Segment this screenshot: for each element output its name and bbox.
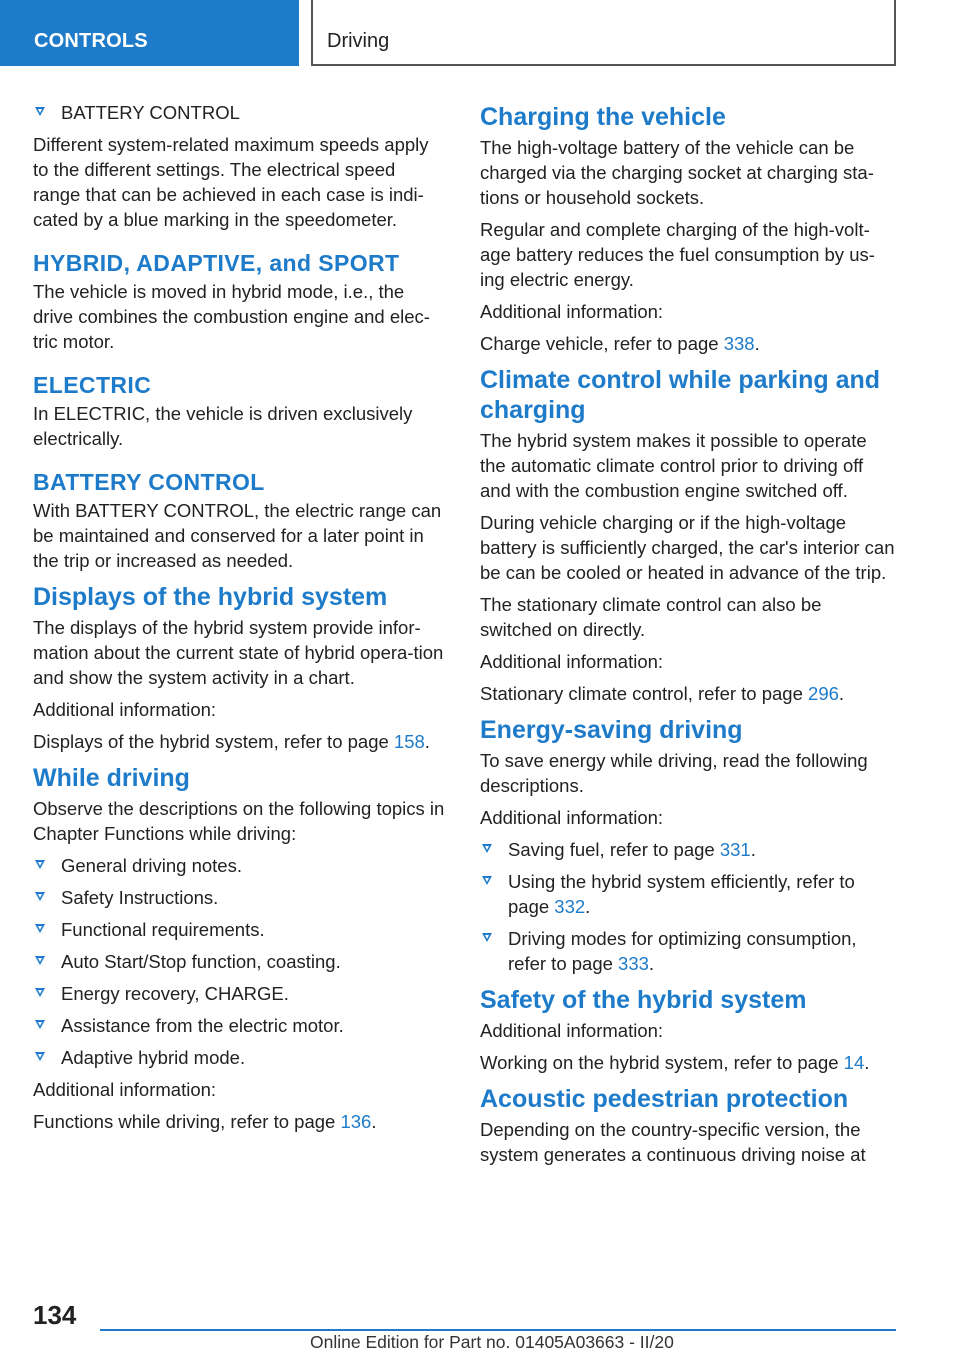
triangle-bullet-icon bbox=[35, 892, 45, 901]
energy-saving-paragraph: To save energy while driving, read the following descriptions. bbox=[480, 750, 868, 796]
charging-reference: Charge vehicle, refer to page 338. bbox=[480, 333, 760, 354]
safety-reference: Working on the hybrid system, refer to page 14. bbox=[480, 1052, 870, 1073]
page-link[interactable]: 338 bbox=[723, 333, 755, 354]
hybrid-paragraph: The vehicle is moved in hybrid mode, i.e., the drive combines the combustion engine and elec-tric motor. bbox=[33, 281, 430, 352]
intro-list bbox=[33, 100, 445, 125]
climate-paragraph-3: The stationary climate control can also be switched on directly. bbox=[480, 594, 822, 640]
while-driving-list bbox=[33, 853, 445, 1070]
section-header bbox=[311, 0, 896, 66]
list-item: Safety Instructions. bbox=[33, 885, 445, 910]
while-driving-reference: Functions while driving, refer to page 136. bbox=[33, 1111, 377, 1132]
climate-paragraph-2: During vehicle charging or if the high-voltage battery is sufficiently charged, the car's interior can be can be cooled or heated in advance of the trip. bbox=[480, 512, 895, 583]
section-title: Driving bbox=[327, 30, 390, 52]
page-link[interactable]: 296 bbox=[808, 683, 839, 704]
page-link[interactable]: 331 bbox=[719, 839, 751, 860]
climate-reference: Stationary climate control, refer to page 296. bbox=[480, 683, 845, 704]
page-number: 134 bbox=[33, 1300, 77, 1330]
list-item: Using the hybrid system efficiently, refer to page 332. bbox=[480, 869, 896, 919]
while-driving-additional-label: Additional information: bbox=[33, 1079, 217, 1100]
triangle-bullet-icon bbox=[482, 933, 492, 942]
list-item: Energy recovery, CHARGE. bbox=[33, 981, 445, 1006]
triangle-bullet-icon bbox=[35, 988, 45, 997]
triangle-bullet-icon bbox=[35, 956, 45, 965]
climate-additional-label: Additional information: bbox=[480, 651, 664, 672]
chapter-tab[interactable] bbox=[0, 0, 299, 66]
right-column bbox=[480, 100, 896, 1174]
page-link[interactable]: 332 bbox=[554, 896, 586, 917]
displays-reference: Displays of the hybrid system, refer to page 158. bbox=[33, 731, 430, 752]
battery-control-heading: BATTERY CONTROL bbox=[33, 469, 265, 495]
left-column bbox=[33, 100, 445, 1141]
triangle-bullet-icon bbox=[35, 924, 45, 933]
chapter-title: CONTROLS bbox=[34, 30, 148, 52]
intro-paragraph: Different system-related maximum speeds apply to the different settings. The electrical speed range that can be achieved in each case is indi-cated by a blue marking in the speedometer. bbox=[33, 134, 429, 230]
displays-additional-label: Additional information: bbox=[33, 699, 217, 720]
climate-paragraph-1: The hybrid system makes it possible to operate the automatic climate control prior to driving off and with the combustion engine switched off. bbox=[480, 430, 867, 501]
triangle-bullet-icon bbox=[482, 876, 492, 885]
footer-divider bbox=[100, 1329, 896, 1331]
safety-heading: Safety of the hybrid system bbox=[480, 986, 807, 1014]
displays-paragraph: The displays of the hybrid system provide infor-mation about the current state of hybrid opera-tion and show the system activity in a chart. bbox=[33, 617, 444, 688]
charging-paragraph-2: Regular and complete charging of the high-volt-age battery reduces the fuel consumption by us-ing electric energy. bbox=[480, 219, 875, 290]
edition-note: Online Edition for Part no. 01405A03663 - II/20 bbox=[310, 1332, 674, 1352]
energy-saving-heading: Energy-saving driving bbox=[480, 716, 743, 744]
list-item: Assistance from the electric motor. bbox=[33, 1013, 445, 1038]
electric-heading: ELECTRIC bbox=[33, 372, 152, 398]
triangle-bullet-icon bbox=[35, 860, 45, 869]
acoustic-paragraph: Depending on the country-specific version, the system generates a continuous driving noise at bbox=[480, 1119, 866, 1165]
triangle-bullet-icon bbox=[35, 107, 45, 116]
acoustic-heading: Acoustic pedestrian protection bbox=[480, 1085, 849, 1113]
energy-saving-additional-label: Additional information: bbox=[480, 807, 664, 828]
list-item: Auto Start/Stop function, coasting. bbox=[33, 949, 445, 974]
page-link[interactable]: 333 bbox=[618, 953, 649, 974]
triangle-bullet-icon bbox=[35, 1020, 45, 1029]
electric-paragraph: In ELECTRIC, the vehicle is driven exclusively electrically. bbox=[33, 403, 413, 449]
list-item: Driving modes for optimizing consumption, refer to page 333. bbox=[480, 926, 896, 976]
climate-heading: Climate control while parking and charging bbox=[480, 366, 881, 424]
safety-additional-label: Additional information: bbox=[480, 1020, 664, 1041]
energy-saving-list bbox=[480, 837, 896, 976]
charging-additional-label: Additional information: bbox=[480, 301, 664, 322]
battery-control-paragraph: With BATTERY CONTROL, the electric range can be maintained and conserved for a later point in the trip or increased as needed. bbox=[33, 500, 442, 571]
charging-paragraph-1: The high-voltage battery of the vehicle can be charged via the charging socket at charging sta-tions or household sockets. bbox=[480, 137, 874, 208]
displays-heading: Displays of the hybrid system bbox=[33, 583, 388, 611]
list-item: BATTERY CONTROL bbox=[33, 100, 445, 125]
while-driving-paragraph: Observe the descriptions on the following topics in Chapter Functions while driving: bbox=[33, 798, 445, 844]
page-link[interactable]: 136 bbox=[340, 1111, 372, 1132]
list-item: Functional requirements. bbox=[33, 917, 445, 942]
hybrid-heading: HYBRID, ADAPTIVE, and SPORT bbox=[33, 250, 400, 276]
list-item: Adaptive hybrid mode. bbox=[33, 1045, 445, 1070]
page-link[interactable]: 14 bbox=[843, 1052, 865, 1073]
list-item: Saving fuel, refer to page 331. bbox=[480, 837, 896, 862]
list-item: General driving notes. bbox=[33, 853, 445, 878]
triangle-bullet-icon bbox=[482, 844, 492, 853]
triangle-bullet-icon bbox=[35, 1052, 45, 1061]
page-link[interactable]: 158 bbox=[393, 731, 425, 752]
charging-heading: Charging the vehicle bbox=[480, 103, 726, 131]
while-driving-heading: While driving bbox=[33, 764, 190, 792]
